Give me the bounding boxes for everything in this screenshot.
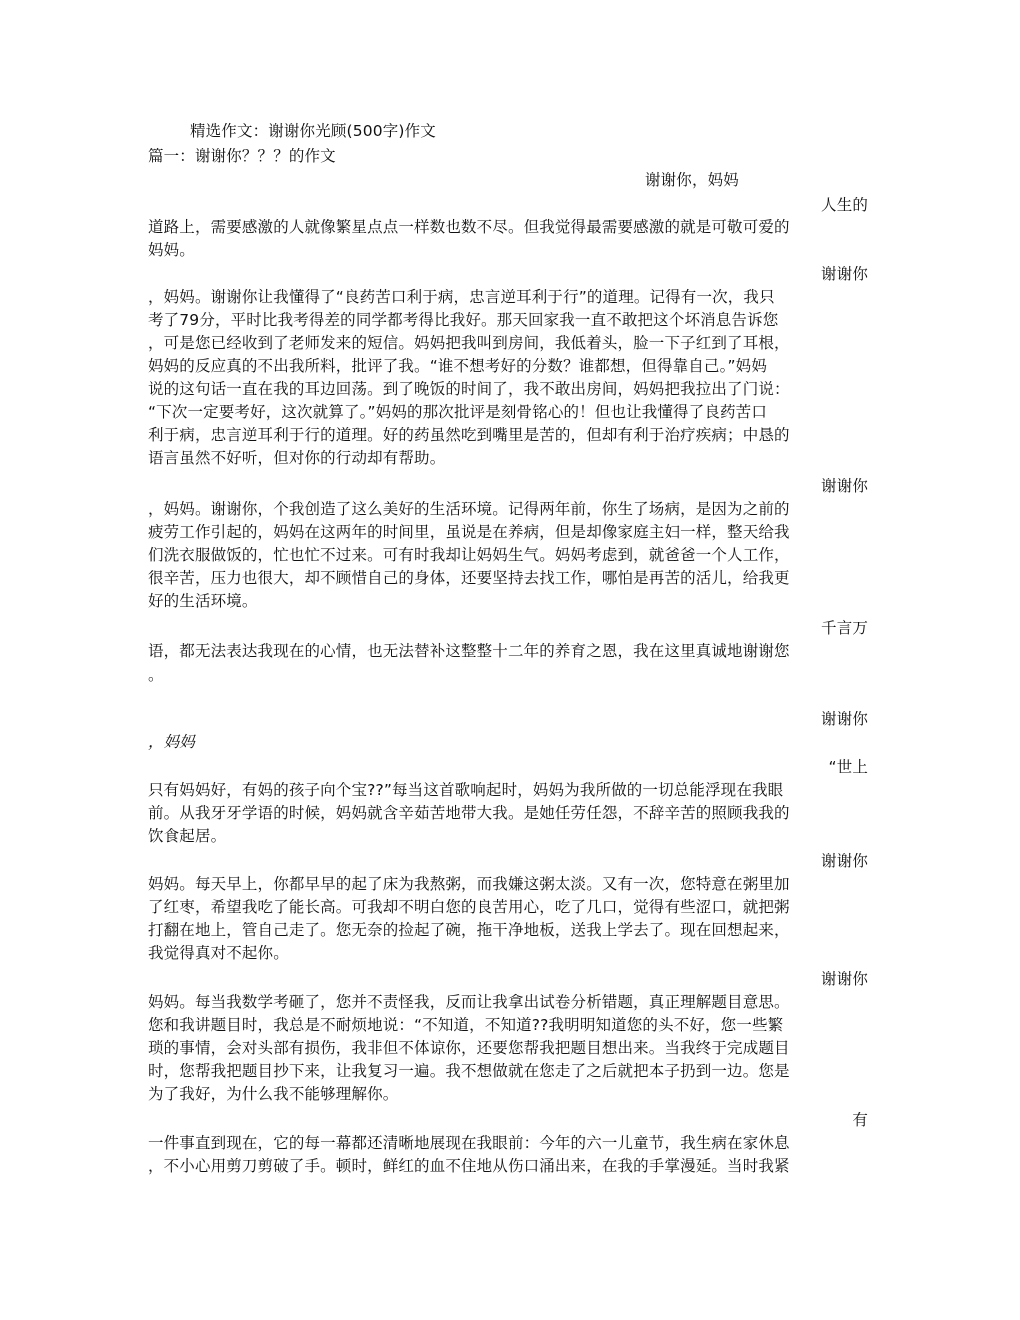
paragraph-line: 人生的 [821, 196, 868, 214]
document-title: 精选作文：谢谢你光顾(500字)作文 [190, 122, 436, 140]
paragraph-line: 。 [148, 666, 164, 684]
paragraph-line: 谢谢你 [821, 852, 868, 870]
paragraph-line: 很辛苦，压力也很大，却不顾惜自己的身体，还要坚持去找工作，哪怕是再苦的活儿，给我更 [148, 569, 790, 587]
paragraph-line: 语，都无法表达我现在的心情，也无法替补这整整十二年的养育之恩，我在这里真诚地谢谢您 [148, 642, 790, 660]
paragraph-line: 只有妈妈好，有妈的孩子向个宝??”每当这首歌响起时，妈妈为我所做的一切总能浮现在我眼 [148, 781, 784, 799]
paragraph-line: 谢谢你 [821, 710, 868, 728]
paragraph-line: ，不小心用剪刀剪破了手。顿时，鲜红的血不住地从伤口涌出来，在我的手掌漫延。当时我紧 [148, 1157, 790, 1175]
paragraph-line: 妈妈。每天早上，你都早早的起了床为我熬粥，而我嫌这粥太淡。又有一次，您特意在粥里加 [148, 875, 790, 893]
paragraph-line: 千言万 [821, 619, 868, 637]
paragraph-line: 说的这句话一直在我的耳边回荡。到了晚饭的时间了，我不敢出房间，妈妈把我拉出了门说： [148, 380, 790, 398]
chapter-heading: 篇一：谢谢你？？？的作文 [148, 147, 336, 165]
paragraph-line: 语言虽然不好听，但对你的行动却有帮助。 [148, 449, 446, 467]
paragraph-line: 利于病，忠言逆耳利于行的道理。好的药虽然吃到嘴里是苦的，但却有利于治疗疾病；中恳的 [148, 426, 790, 444]
paragraph-line: “世上 [828, 758, 868, 776]
paragraph-line: ，可是您已经收到了老师发来的短信。妈妈把我叫到房间，我低着头，脸一下子红到了耳根， [148, 334, 790, 352]
paragraph-line: 前。从我牙牙学语的时候，妈妈就含辛茹苦地带大我。是她任劳任怨，不辞辛苦的照顾我我的 [148, 804, 790, 822]
paragraph-line: 一件事直到现在，它的每一幕都还清晰地展现在我眼前：今年的六一儿童节，我生病在家休息 [148, 1134, 790, 1152]
paragraph-line: 打翻在地上，管自己走了。您无奈的捡起了碗，拖干净地板，送我上学去了。现在回想起来， [148, 921, 790, 939]
paragraph-line: 谢谢你 [821, 970, 868, 988]
paragraph-line: ，妈妈 [148, 733, 195, 751]
paragraph-line: 谢谢你 [821, 265, 868, 283]
paragraph-line: ，妈妈。谢谢你让我懂得了“良药苦口利于病，忠言逆耳利于行”的道理。记得有一次，我只 [148, 288, 775, 306]
paragraph-line: 疲劳工作引起的，妈妈在这两年的时间里，虽说是在养病，但是却像家庭主妇一样，整天给我 [148, 523, 790, 541]
paragraph-line: ，妈妈。谢谢你，个我创造了这么美好的生活环境。记得两年前，你生了场病，是因为之前的 [148, 500, 790, 518]
paragraph-line: 琐的事情，会对头部有损伤，我非但不体谅你，还要您帮我把题目想出来。当我终于完成题目 [148, 1039, 790, 1057]
paragraph-line: 谢谢你 [821, 477, 868, 495]
paragraph-line: 道路上，需要感激的人就像繁星点点一样数也数不尽。但我觉得最需要感激的就是可敬可爱的 [148, 218, 790, 236]
paragraph-line: 为了我好，为什么我不能够理解你。 [148, 1085, 399, 1103]
paragraph-line: 了红枣，希望我吃了能长高。可我却不明白您的良苦用心，吃了几口，觉得有些涩口，就把粥 [148, 898, 790, 916]
essay-heading: 谢谢你，妈妈 [645, 171, 739, 189]
paragraph-line: 们洗衣服做饭的，忙也忙不过来。可有时我却让妈妈生气。妈妈考虑到，就爸爸一个人工作， [148, 546, 790, 564]
paragraph-line: 饮食起居。 [148, 827, 227, 845]
paragraph-line: 考了79分，平时比我考得差的同学都考得比我好。那天回家我一直不敢把这个坏消息告诉您 [148, 311, 779, 329]
paragraph-line: 您和我讲题目时，我总是不耐烦地说：“不知道，不知道??我明明知道您的头不好，您一些繁 [148, 1016, 784, 1034]
paragraph-line: 好的生活环境。 [148, 592, 258, 610]
paragraph-line: 有 [852, 1111, 868, 1129]
paragraph-line: “下次一定要考好，这次就算了。”妈妈的那次批评是刻骨铭心的！但也让我懂得了良药苦口 [148, 403, 767, 421]
paragraph-line: 我觉得真对不起你。 [148, 944, 289, 962]
paragraph-line: 时，您帮我把题目抄下来，让我复习一遍。我不想做就在您走了之后就把本子扔到一边。您是 [148, 1062, 790, 1080]
paragraph-line: 妈妈的反应真的不出我所料，批评了我。“谁不想考好的分数？谁都想，但得靠自己。”妈妈 [148, 357, 767, 375]
paragraph-line: 妈妈。每当我数学考砸了，您并不责怪我，反而让我拿出试卷分析错题，真正理解题目意思。 [148, 993, 790, 1011]
paragraph-line: 妈妈。 [148, 241, 195, 259]
